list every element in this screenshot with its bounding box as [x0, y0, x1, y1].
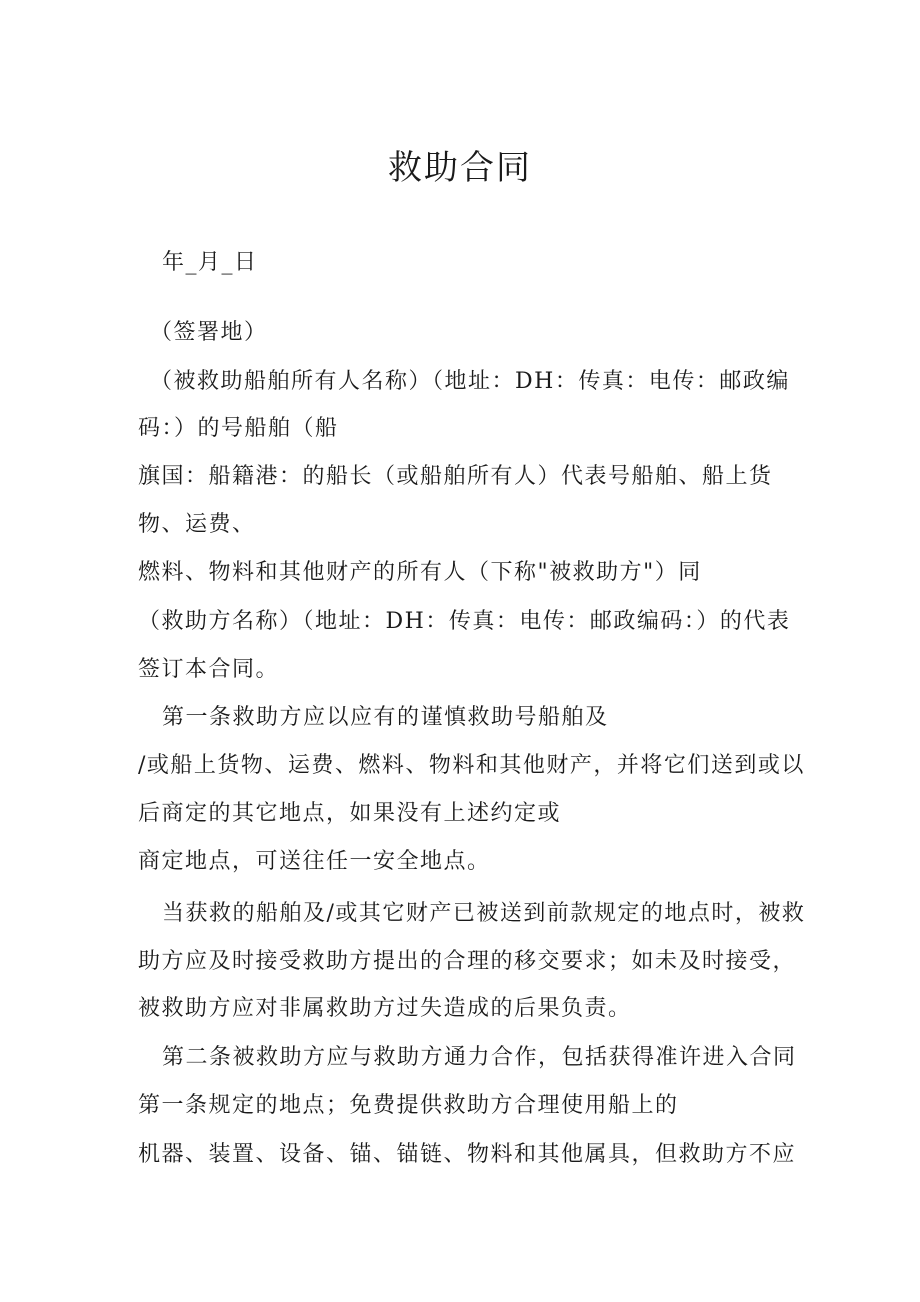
body-line: 被救助方应对非属救助方过失造成的后果负责。 [138, 996, 632, 1021]
article-one-line: 第一条救助方应以应有的谨慎救助号船舶及 [162, 705, 609, 730]
body-line: 物、运费、 [138, 512, 256, 537]
body-line: 后商定的其它地点，如果没有上述约定或 [138, 801, 562, 826]
body-line: /或船上货物、运费、燃料、物料和其他财产，并将它们送到或以 [138, 753, 805, 778]
body-line: （救助方名称）（地址：DH：传真：电传：邮政编码：）的代表 [138, 609, 791, 634]
body-line: 燃料、物料和其他财产的所有人（下称"被救助方"）同 [138, 560, 702, 585]
body-line: 签订本合同。 [138, 657, 280, 682]
body-line: 第一条规定的地点；免费提供救助方合理使用船上的 [138, 1093, 679, 1118]
body-line: 商定地点，可送往任一安全地点。 [138, 849, 491, 874]
body-line: 机器、装置、设备、锚、锚链、物料和其他属具，但救助方不应 [138, 1142, 797, 1167]
date-line: 年_月_日 [162, 250, 258, 275]
body-line: 旗国：船籍港：的船长（或船舶所有人）代表号船舶、船上货 [138, 464, 773, 489]
article-two-line: 第二条被救助方应与救助方通力合作，包括获得准许进入合同 [162, 1045, 797, 1070]
body-line: 当获救的船舶及/或其它财产已被送到前款规定的地点时，被救 [162, 901, 806, 926]
body-line: （被救助船舶所有人名称）（地址：DH：传真：电传：邮政编 [150, 369, 790, 394]
body-line: 助方应及时接受救助方提出的合理的移交要求；如未及时接受， [138, 949, 797, 974]
signing-place-line: （签署地） [150, 320, 268, 345]
body-line: 码：）的号船舶（船 [138, 416, 339, 441]
document-title: 救助合同 [388, 148, 532, 188]
